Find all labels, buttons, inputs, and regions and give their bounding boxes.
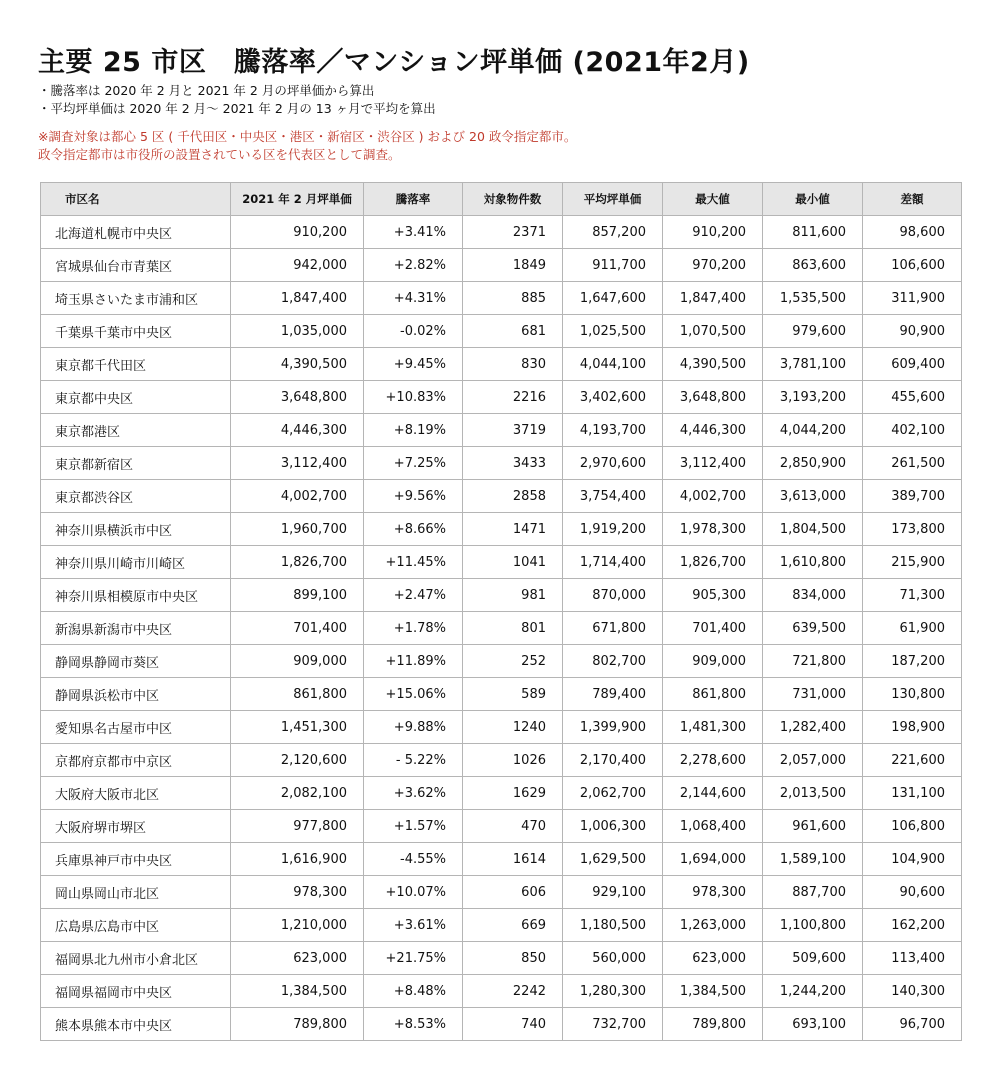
cell-average-price: 870,000 — [563, 579, 663, 612]
cell-price-2021-02: 1,826,700 — [231, 546, 364, 579]
column-header-average-price: 平均坪単価 — [563, 183, 663, 216]
cell-min-price: 731,000 — [763, 678, 863, 711]
table-row — [41, 381, 962, 414]
table-row — [41, 843, 962, 876]
cell-price-2021-02: 1,210,000 — [231, 909, 364, 942]
cell-max-price: 978,300 — [663, 876, 763, 909]
cell-min-price: 3,193,200 — [763, 381, 863, 414]
cell-average-price: 1,280,300 — [563, 975, 663, 1008]
notes — [38, 82, 436, 118]
note-line: ・平均坪単価は 2020 年 2 月〜 2021 年 2 月の 13 ヶ月で平均を算出 — [38, 101, 436, 116]
cell-average-price: 4,193,700 — [563, 414, 663, 447]
cell-change-rate: +3.41% — [364, 216, 463, 249]
cell-property-count: 1471 — [463, 513, 563, 546]
table-row — [41, 876, 962, 909]
cell-difference: 389,700 — [863, 480, 962, 513]
cell-min-price: 2,013,500 — [763, 777, 863, 810]
cell-city-name: 福岡県北九州市小倉北区 — [41, 942, 231, 975]
cell-city-name: 神奈川県川崎市川崎区 — [41, 546, 231, 579]
cell-property-count: 2858 — [463, 480, 563, 513]
table-row — [41, 447, 962, 480]
cell-price-2021-02: 861,800 — [231, 678, 364, 711]
table-row — [41, 744, 962, 777]
cell-price-2021-02: 1,451,300 — [231, 711, 364, 744]
cell-change-rate: +7.25% — [364, 447, 463, 480]
cell-property-count: 669 — [463, 909, 563, 942]
cell-min-price: 1,804,500 — [763, 513, 863, 546]
cell-change-rate: +1.57% — [364, 810, 463, 843]
cell-difference: 106,800 — [863, 810, 962, 843]
cell-city-name: 愛知県名古屋市中区 — [41, 711, 231, 744]
cell-city-name: 福岡県福岡市中央区 — [41, 975, 231, 1008]
column-header-property-count: 対象物件数 — [463, 183, 563, 216]
table-row — [41, 414, 962, 447]
table-row — [41, 480, 962, 513]
cell-difference: 90,900 — [863, 315, 962, 348]
cell-price-2021-02: 909,000 — [231, 645, 364, 678]
cell-city-name: 東京都渋谷区 — [41, 480, 231, 513]
red-note-line: ※調査対象は都心 5 区 ( 千代田区・中央区・港区・新宿区・渋谷区 ) および 20 政令指定都市。 — [38, 129, 577, 144]
table-row — [41, 348, 962, 381]
cell-average-price: 2,062,700 — [563, 777, 663, 810]
cell-max-price: 1,847,400 — [663, 282, 763, 315]
cell-city-name: 神奈川県横浜市中区 — [41, 513, 231, 546]
cell-average-price: 911,700 — [563, 249, 663, 282]
cell-average-price: 1,919,200 — [563, 513, 663, 546]
cell-min-price: 639,500 — [763, 612, 863, 645]
cell-difference: 61,900 — [863, 612, 962, 645]
cell-city-name: 大阪府堺市堺区 — [41, 810, 231, 843]
cell-average-price: 1,399,900 — [563, 711, 663, 744]
page-title: 主要 25 市区 騰落率／マンション坪単価 (2021年2月) — [38, 47, 750, 78]
cell-change-rate: +9.88% — [364, 711, 463, 744]
cell-city-name: 熊本県熊本市中央区 — [41, 1008, 231, 1041]
cell-average-price: 671,800 — [563, 612, 663, 645]
cell-average-price: 2,970,600 — [563, 447, 663, 480]
cell-max-price: 4,390,500 — [663, 348, 763, 381]
cell-change-rate: -4.55% — [364, 843, 463, 876]
cell-min-price: 834,000 — [763, 579, 863, 612]
cell-difference: 402,100 — [863, 414, 962, 447]
cell-city-name: 北海道札幌市中央区 — [41, 216, 231, 249]
cell-price-2021-02: 3,648,800 — [231, 381, 364, 414]
cell-average-price: 1,025,500 — [563, 315, 663, 348]
cell-difference: 198,900 — [863, 711, 962, 744]
note-line: ・騰落率は 2020 年 2 月と 2021 年 2 月の坪単価から算出 — [38, 83, 375, 98]
cell-city-name: 宮城県仙台市青葉区 — [41, 249, 231, 282]
cell-min-price: 1,610,800 — [763, 546, 863, 579]
survey-scope-notes — [38, 128, 576, 164]
cell-city-name: 東京都中央区 — [41, 381, 231, 414]
cell-price-2021-02: 1,616,900 — [231, 843, 364, 876]
cell-price-2021-02: 1,035,000 — [231, 315, 364, 348]
cell-max-price: 3,112,400 — [663, 447, 763, 480]
cell-change-rate: +10.07% — [364, 876, 463, 909]
cell-difference: 609,400 — [863, 348, 962, 381]
cell-difference: 455,600 — [863, 381, 962, 414]
cell-average-price: 3,754,400 — [563, 480, 663, 513]
cell-min-price: 3,781,100 — [763, 348, 863, 381]
cell-city-name: 兵庫県神戸市中央区 — [41, 843, 231, 876]
cell-property-count: 2216 — [463, 381, 563, 414]
cell-property-count: 740 — [463, 1008, 563, 1041]
cell-min-price: 1,282,400 — [763, 711, 863, 744]
column-header-change-rate: 騰落率 — [364, 183, 463, 216]
cell-city-name: 広島県広島市中区 — [41, 909, 231, 942]
cell-average-price: 2,170,400 — [563, 744, 663, 777]
cell-property-count: 3433 — [463, 447, 563, 480]
cell-city-name: 千葉県千葉市中央区 — [41, 315, 231, 348]
cell-property-count: 252 — [463, 645, 563, 678]
table-row — [41, 645, 962, 678]
cell-change-rate: +21.75% — [364, 942, 463, 975]
table-row — [41, 315, 962, 348]
cell-price-2021-02: 623,000 — [231, 942, 364, 975]
cell-difference: 311,900 — [863, 282, 962, 315]
column-header-price-2021-02: 2021 年 2 月坪単価 — [231, 183, 364, 216]
cell-change-rate: +11.89% — [364, 645, 463, 678]
cell-difference: 90,600 — [863, 876, 962, 909]
cell-price-2021-02: 977,800 — [231, 810, 364, 843]
cell-min-price: 4,044,200 — [763, 414, 863, 447]
table-row — [41, 942, 962, 975]
cell-max-price: 905,300 — [663, 579, 763, 612]
cell-price-2021-02: 2,082,100 — [231, 777, 364, 810]
cell-min-price: 509,600 — [763, 942, 863, 975]
table-row — [41, 1008, 962, 1041]
table-row — [41, 777, 962, 810]
cell-city-name: 神奈川県相模原市中央区 — [41, 579, 231, 612]
cell-property-count: 1849 — [463, 249, 563, 282]
cell-min-price: 811,600 — [763, 216, 863, 249]
cell-difference: 71,300 — [863, 579, 962, 612]
cell-max-price: 3,648,800 — [663, 381, 763, 414]
cell-max-price: 1,978,300 — [663, 513, 763, 546]
cell-average-price: 857,200 — [563, 216, 663, 249]
cell-price-2021-02: 4,390,500 — [231, 348, 364, 381]
cell-property-count: 1614 — [463, 843, 563, 876]
cell-max-price: 1,694,000 — [663, 843, 763, 876]
table-row — [41, 975, 962, 1008]
cell-change-rate: +8.19% — [364, 414, 463, 447]
cell-property-count: 2242 — [463, 975, 563, 1008]
cell-change-rate: +8.66% — [364, 513, 463, 546]
cell-difference: 187,200 — [863, 645, 962, 678]
cell-city-name: 静岡県浜松市中区 — [41, 678, 231, 711]
table-row — [41, 216, 962, 249]
cell-max-price: 909,000 — [663, 645, 763, 678]
cell-difference: 104,900 — [863, 843, 962, 876]
cell-min-price: 721,800 — [763, 645, 863, 678]
cell-price-2021-02: 789,800 — [231, 1008, 364, 1041]
cell-property-count: 1026 — [463, 744, 563, 777]
table-row — [41, 909, 962, 942]
cell-difference: 98,600 — [863, 216, 962, 249]
cell-city-name: 東京都新宿区 — [41, 447, 231, 480]
cell-change-rate: +1.78% — [364, 612, 463, 645]
cell-average-price: 732,700 — [563, 1008, 663, 1041]
cell-max-price: 789,800 — [663, 1008, 763, 1041]
cell-difference: 96,700 — [863, 1008, 962, 1041]
cell-average-price: 1,006,300 — [563, 810, 663, 843]
cell-max-price: 701,400 — [663, 612, 763, 645]
column-header-difference: 差額 — [863, 183, 962, 216]
cell-property-count: 2371 — [463, 216, 563, 249]
cell-max-price: 4,002,700 — [663, 480, 763, 513]
cell-property-count: 606 — [463, 876, 563, 909]
cell-average-price: 1,629,500 — [563, 843, 663, 876]
cell-city-name: 東京都千代田区 — [41, 348, 231, 381]
cell-average-price: 929,100 — [563, 876, 663, 909]
cell-city-name: 東京都港区 — [41, 414, 231, 447]
cell-price-2021-02: 1,384,500 — [231, 975, 364, 1008]
red-note-line: 政令指定都市は市役所の設置されている区を代表区として調查。 — [38, 147, 401, 162]
cell-average-price: 4,044,100 — [563, 348, 663, 381]
cell-min-price: 887,700 — [763, 876, 863, 909]
cell-property-count: 681 — [463, 315, 563, 348]
cell-property-count: 830 — [463, 348, 563, 381]
cell-property-count: 1240 — [463, 711, 563, 744]
cell-max-price: 1,384,500 — [663, 975, 763, 1008]
cell-city-name: 新潟県新潟市中央区 — [41, 612, 231, 645]
cell-difference: 140,300 — [863, 975, 962, 1008]
table-row — [41, 579, 962, 612]
cell-max-price: 1,068,400 — [663, 810, 763, 843]
cell-max-price: 2,278,600 — [663, 744, 763, 777]
cell-average-price: 1,180,500 — [563, 909, 663, 942]
cell-property-count: 1041 — [463, 546, 563, 579]
table-header-row — [41, 183, 962, 216]
cell-max-price: 623,000 — [663, 942, 763, 975]
cell-price-2021-02: 910,200 — [231, 216, 364, 249]
cell-min-price: 979,600 — [763, 315, 863, 348]
cell-difference: 215,900 — [863, 546, 962, 579]
cell-min-price: 1,589,100 — [763, 843, 863, 876]
cell-average-price: 789,400 — [563, 678, 663, 711]
cell-property-count: 470 — [463, 810, 563, 843]
cell-price-2021-02: 1,847,400 — [231, 282, 364, 315]
cell-average-price: 1,647,600 — [563, 282, 663, 315]
cell-max-price: 1,070,500 — [663, 315, 763, 348]
cell-change-rate: +11.45% — [364, 546, 463, 579]
cell-change-rate: +15.06% — [364, 678, 463, 711]
cell-max-price: 1,826,700 — [663, 546, 763, 579]
cell-average-price: 3,402,600 — [563, 381, 663, 414]
table-row — [41, 546, 962, 579]
cell-price-2021-02: 1,960,700 — [231, 513, 364, 546]
cell-max-price: 4,446,300 — [663, 414, 763, 447]
cell-change-rate: +3.62% — [364, 777, 463, 810]
cell-change-rate: +9.56% — [364, 480, 463, 513]
cell-min-price: 3,613,000 — [763, 480, 863, 513]
cell-difference: 173,800 — [863, 513, 962, 546]
cell-property-count: 885 — [463, 282, 563, 315]
cell-difference: 113,400 — [863, 942, 962, 975]
cell-price-2021-02: 899,100 — [231, 579, 364, 612]
cell-average-price: 560,000 — [563, 942, 663, 975]
table-row — [41, 282, 962, 315]
column-header-max: 最大値 — [663, 183, 763, 216]
cell-city-name: 大阪府大阪市北区 — [41, 777, 231, 810]
cell-property-count: 3719 — [463, 414, 563, 447]
cell-city-name: 京都府京都市中京区 — [41, 744, 231, 777]
cell-difference: 162,200 — [863, 909, 962, 942]
cell-min-price: 961,600 — [763, 810, 863, 843]
cell-difference: 221,600 — [863, 744, 962, 777]
cell-difference: 131,100 — [863, 777, 962, 810]
cell-change-rate: +9.45% — [364, 348, 463, 381]
cell-min-price: 693,100 — [763, 1008, 863, 1041]
cell-price-2021-02: 978,300 — [231, 876, 364, 909]
cell-city-name: 静岡県静岡市葵区 — [41, 645, 231, 678]
cell-min-price: 2,850,900 — [763, 447, 863, 480]
table-row — [41, 249, 962, 282]
cell-difference: 130,800 — [863, 678, 962, 711]
cell-min-price: 2,057,000 — [763, 744, 863, 777]
cell-min-price: 1,535,500 — [763, 282, 863, 315]
cell-average-price: 802,700 — [563, 645, 663, 678]
table-body — [41, 216, 962, 1041]
cell-property-count: 1629 — [463, 777, 563, 810]
cell-average-price: 1,714,400 — [563, 546, 663, 579]
cell-max-price: 2,144,600 — [663, 777, 763, 810]
cell-change-rate: +2.82% — [364, 249, 463, 282]
cell-change-rate: -0.02% — [364, 315, 463, 348]
cell-change-rate: +3.61% — [364, 909, 463, 942]
cell-min-price: 863,600 — [763, 249, 863, 282]
cell-price-2021-02: 942,000 — [231, 249, 364, 282]
cell-max-price: 1,263,000 — [663, 909, 763, 942]
cell-property-count: 801 — [463, 612, 563, 645]
cell-change-rate: +8.53% — [364, 1008, 463, 1041]
cell-max-price: 970,200 — [663, 249, 763, 282]
cell-property-count: 850 — [463, 942, 563, 975]
cell-change-rate: +2.47% — [364, 579, 463, 612]
table-row — [41, 612, 962, 645]
cell-property-count: 589 — [463, 678, 563, 711]
cell-max-price: 1,481,300 — [663, 711, 763, 744]
table-row — [41, 513, 962, 546]
table-row — [41, 678, 962, 711]
column-header-min: 最小値 — [763, 183, 863, 216]
table-row — [41, 810, 962, 843]
cell-max-price: 861,800 — [663, 678, 763, 711]
column-header-city: 市区名 — [41, 183, 231, 216]
cell-change-rate: +4.31% — [364, 282, 463, 315]
cell-price-2021-02: 701,400 — [231, 612, 364, 645]
cell-price-2021-02: 4,446,300 — [231, 414, 364, 447]
cell-min-price: 1,100,800 — [763, 909, 863, 942]
price-table — [40, 182, 962, 1041]
cell-price-2021-02: 2,120,600 — [231, 744, 364, 777]
cell-property-count: 981 — [463, 579, 563, 612]
cell-max-price: 910,200 — [663, 216, 763, 249]
cell-price-2021-02: 4,002,700 — [231, 480, 364, 513]
cell-price-2021-02: 3,112,400 — [231, 447, 364, 480]
cell-difference: 261,500 — [863, 447, 962, 480]
cell-change-rate: +8.48% — [364, 975, 463, 1008]
cell-city-name: 岡山県岡山市北区 — [41, 876, 231, 909]
cell-difference: 106,600 — [863, 249, 962, 282]
cell-change-rate: - 5.22% — [364, 744, 463, 777]
table-row — [41, 711, 962, 744]
cell-min-price: 1,244,200 — [763, 975, 863, 1008]
cell-change-rate: +10.83% — [364, 381, 463, 414]
cell-city-name: 埼玉県さいたま市浦和区 — [41, 282, 231, 315]
